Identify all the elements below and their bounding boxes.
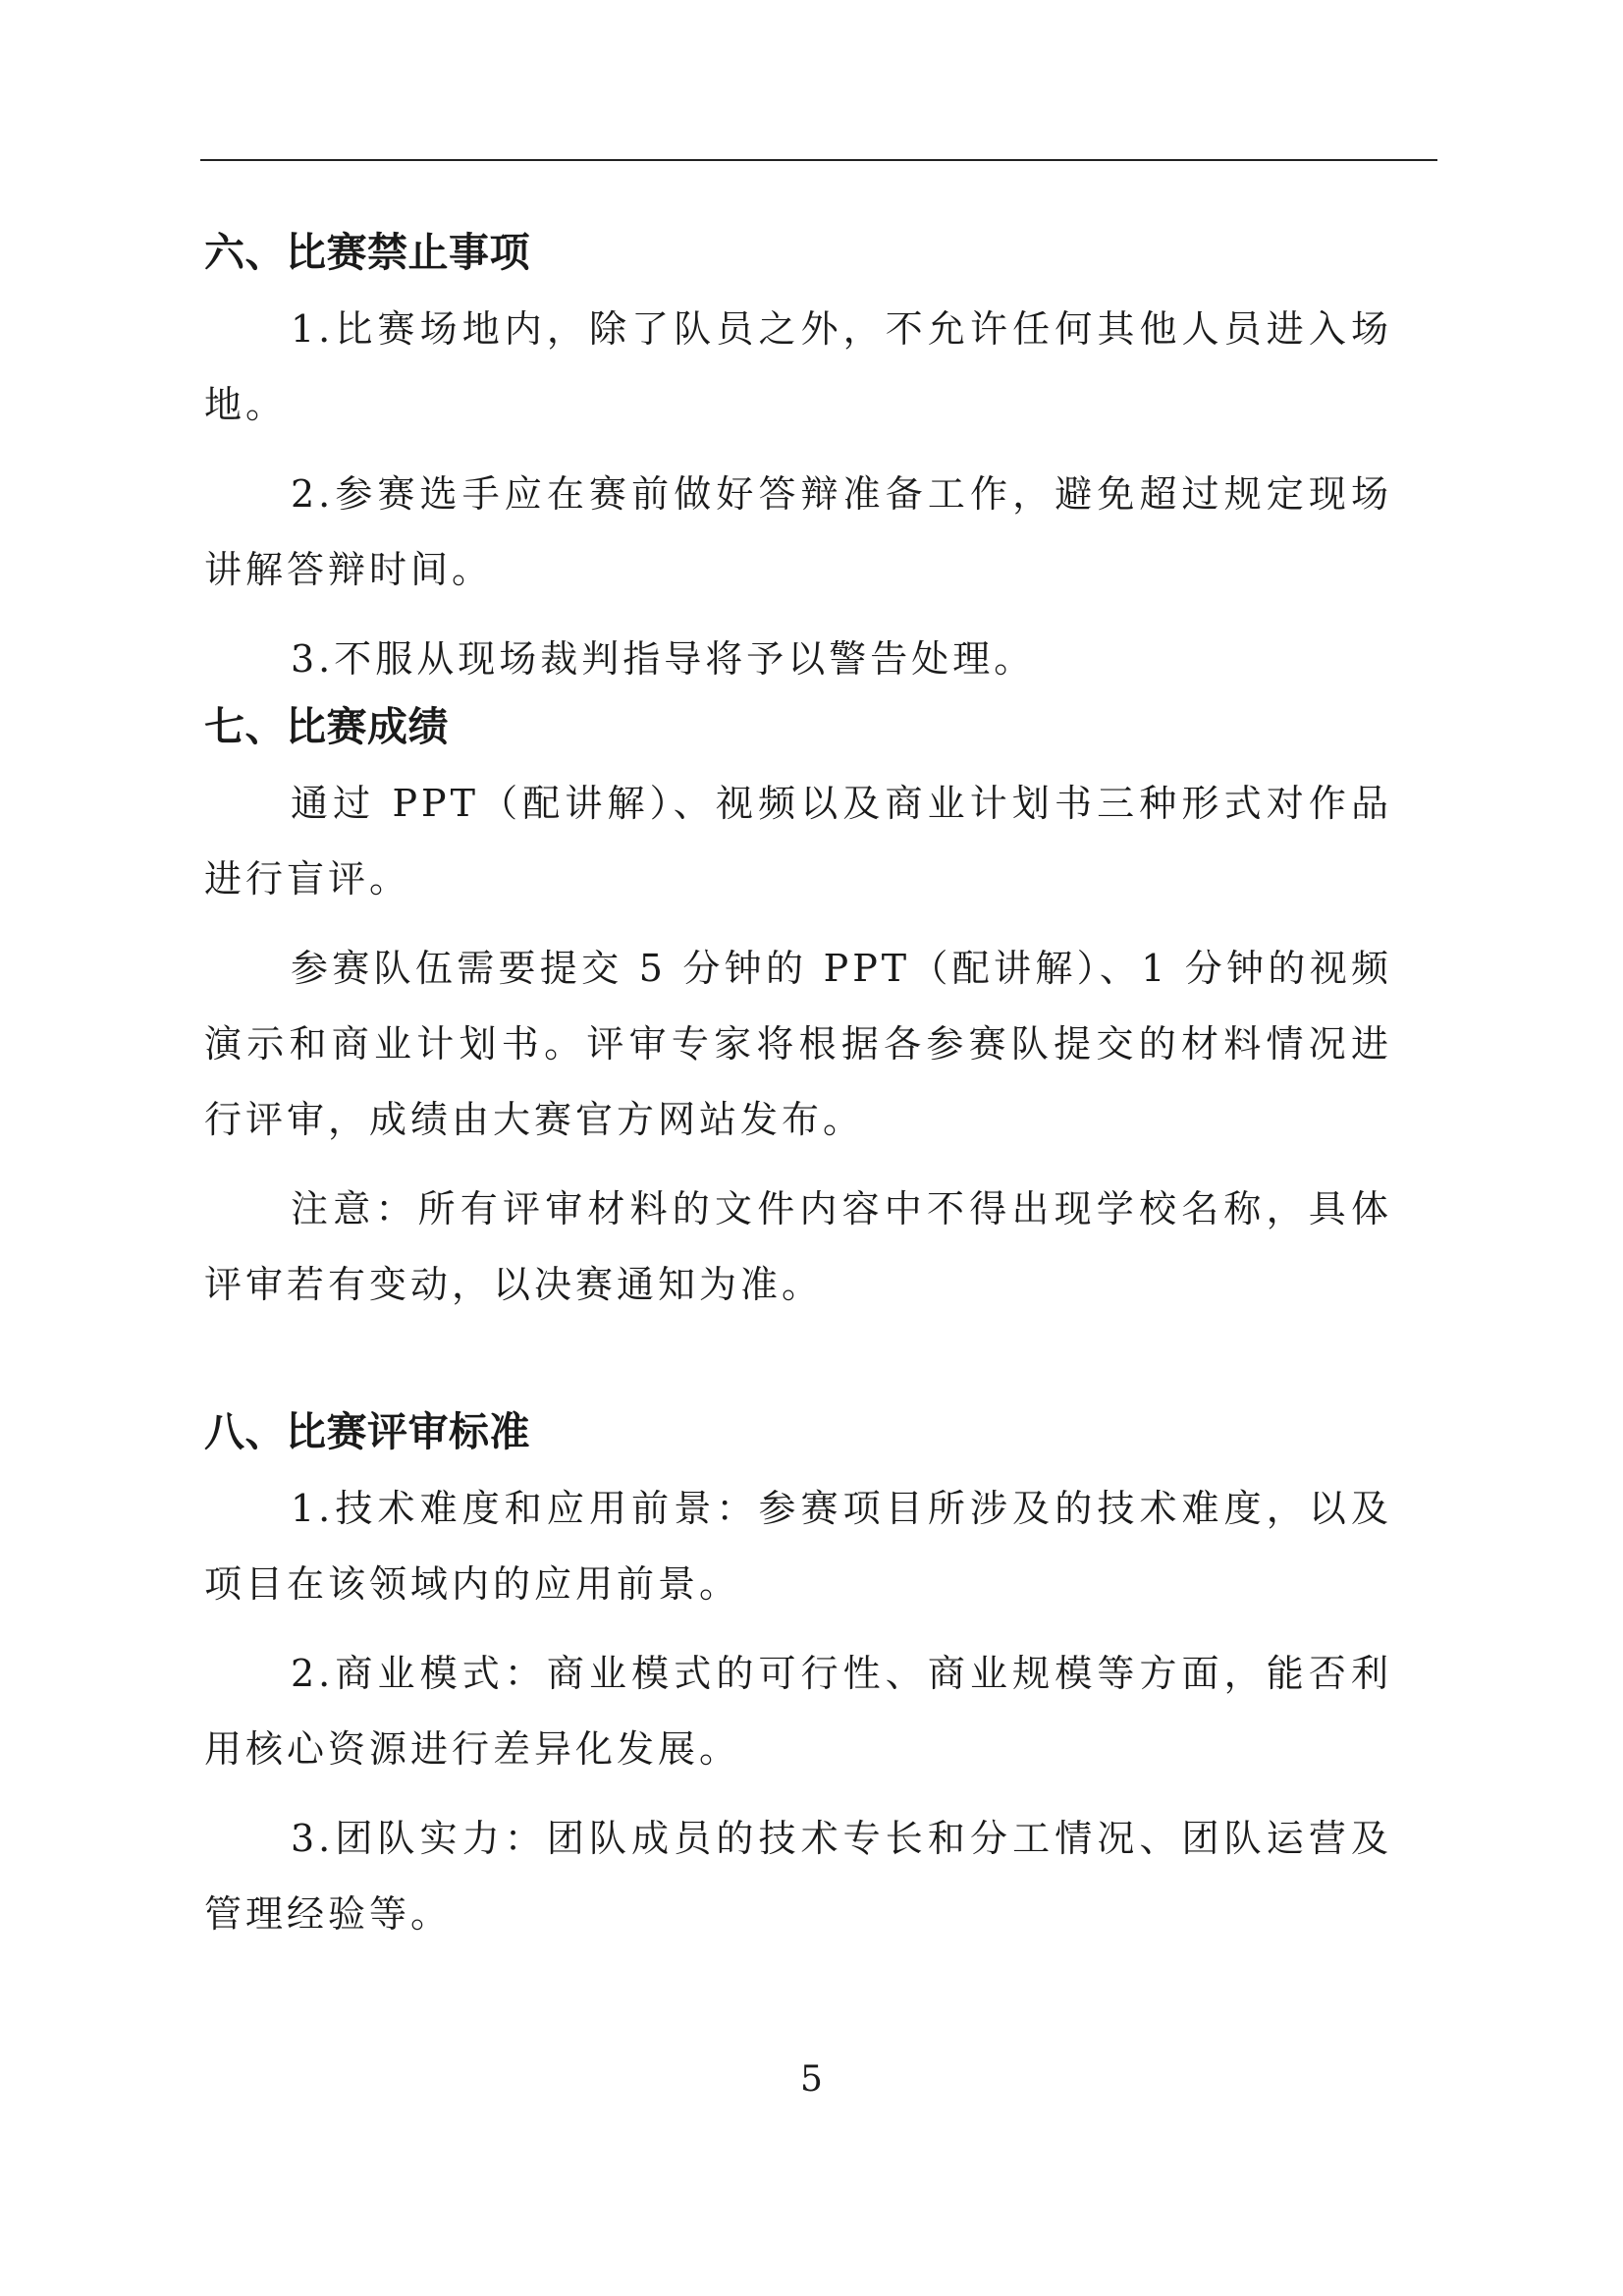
paragraph: 2.参赛选手应在赛前做好答辩准备工作，避免超过规定现场讲解答辩时间。 [204, 472, 1392, 591]
paragraph: 通过 PPT（配讲解）、视频以及商业计划书三种形式对作品进行盲评。 [204, 782, 1392, 901]
paragraph: 1.技术难度和应用前景：参赛项目所涉及的技术难度，以及项目在该领域内的应用前景。 [204, 1487, 1392, 1606]
paragraph: 1.比赛场地内，除了队员之外，不允许任何其他人员进入场地。 [204, 307, 1392, 426]
section-heading-criteria: 八、比赛评审标准 [204, 1408, 530, 1455]
paragraph: 参赛队伍需要提交 5 分钟的 PPT（配讲解）、1 分钟的视频演示和商业计划书。评审专家将根据各参赛队提交的材料情况进行评审，成绩由大赛官方网站发布。 [204, 947, 1392, 1141]
paragraph: 注意：所有评审材料的文件内容中不得出现学校名称，具体评审若有变动，以决赛通知为准。 [204, 1187, 1392, 1306]
paragraph: 2.商业模式：商业模式的可行性、商业规模等方面，能否利用核心资源进行差异化发展。 [204, 1652, 1392, 1771]
section-heading-prohibitions: 六、比赛禁止事项 [204, 229, 530, 276]
paragraph: 3.团队实力：团队成员的技术专长和分工情况、团队运营及管理经验等。 [204, 1817, 1392, 1936]
page-number: 5 [800, 2059, 823, 2100]
header-rule [200, 159, 1437, 161]
paragraph: 3.不服从现场裁判指导将予以警告处理。 [291, 637, 1036, 681]
section-heading-results: 七、比赛成绩 [204, 703, 449, 750]
document-body [204, 228, 1392, 1952]
